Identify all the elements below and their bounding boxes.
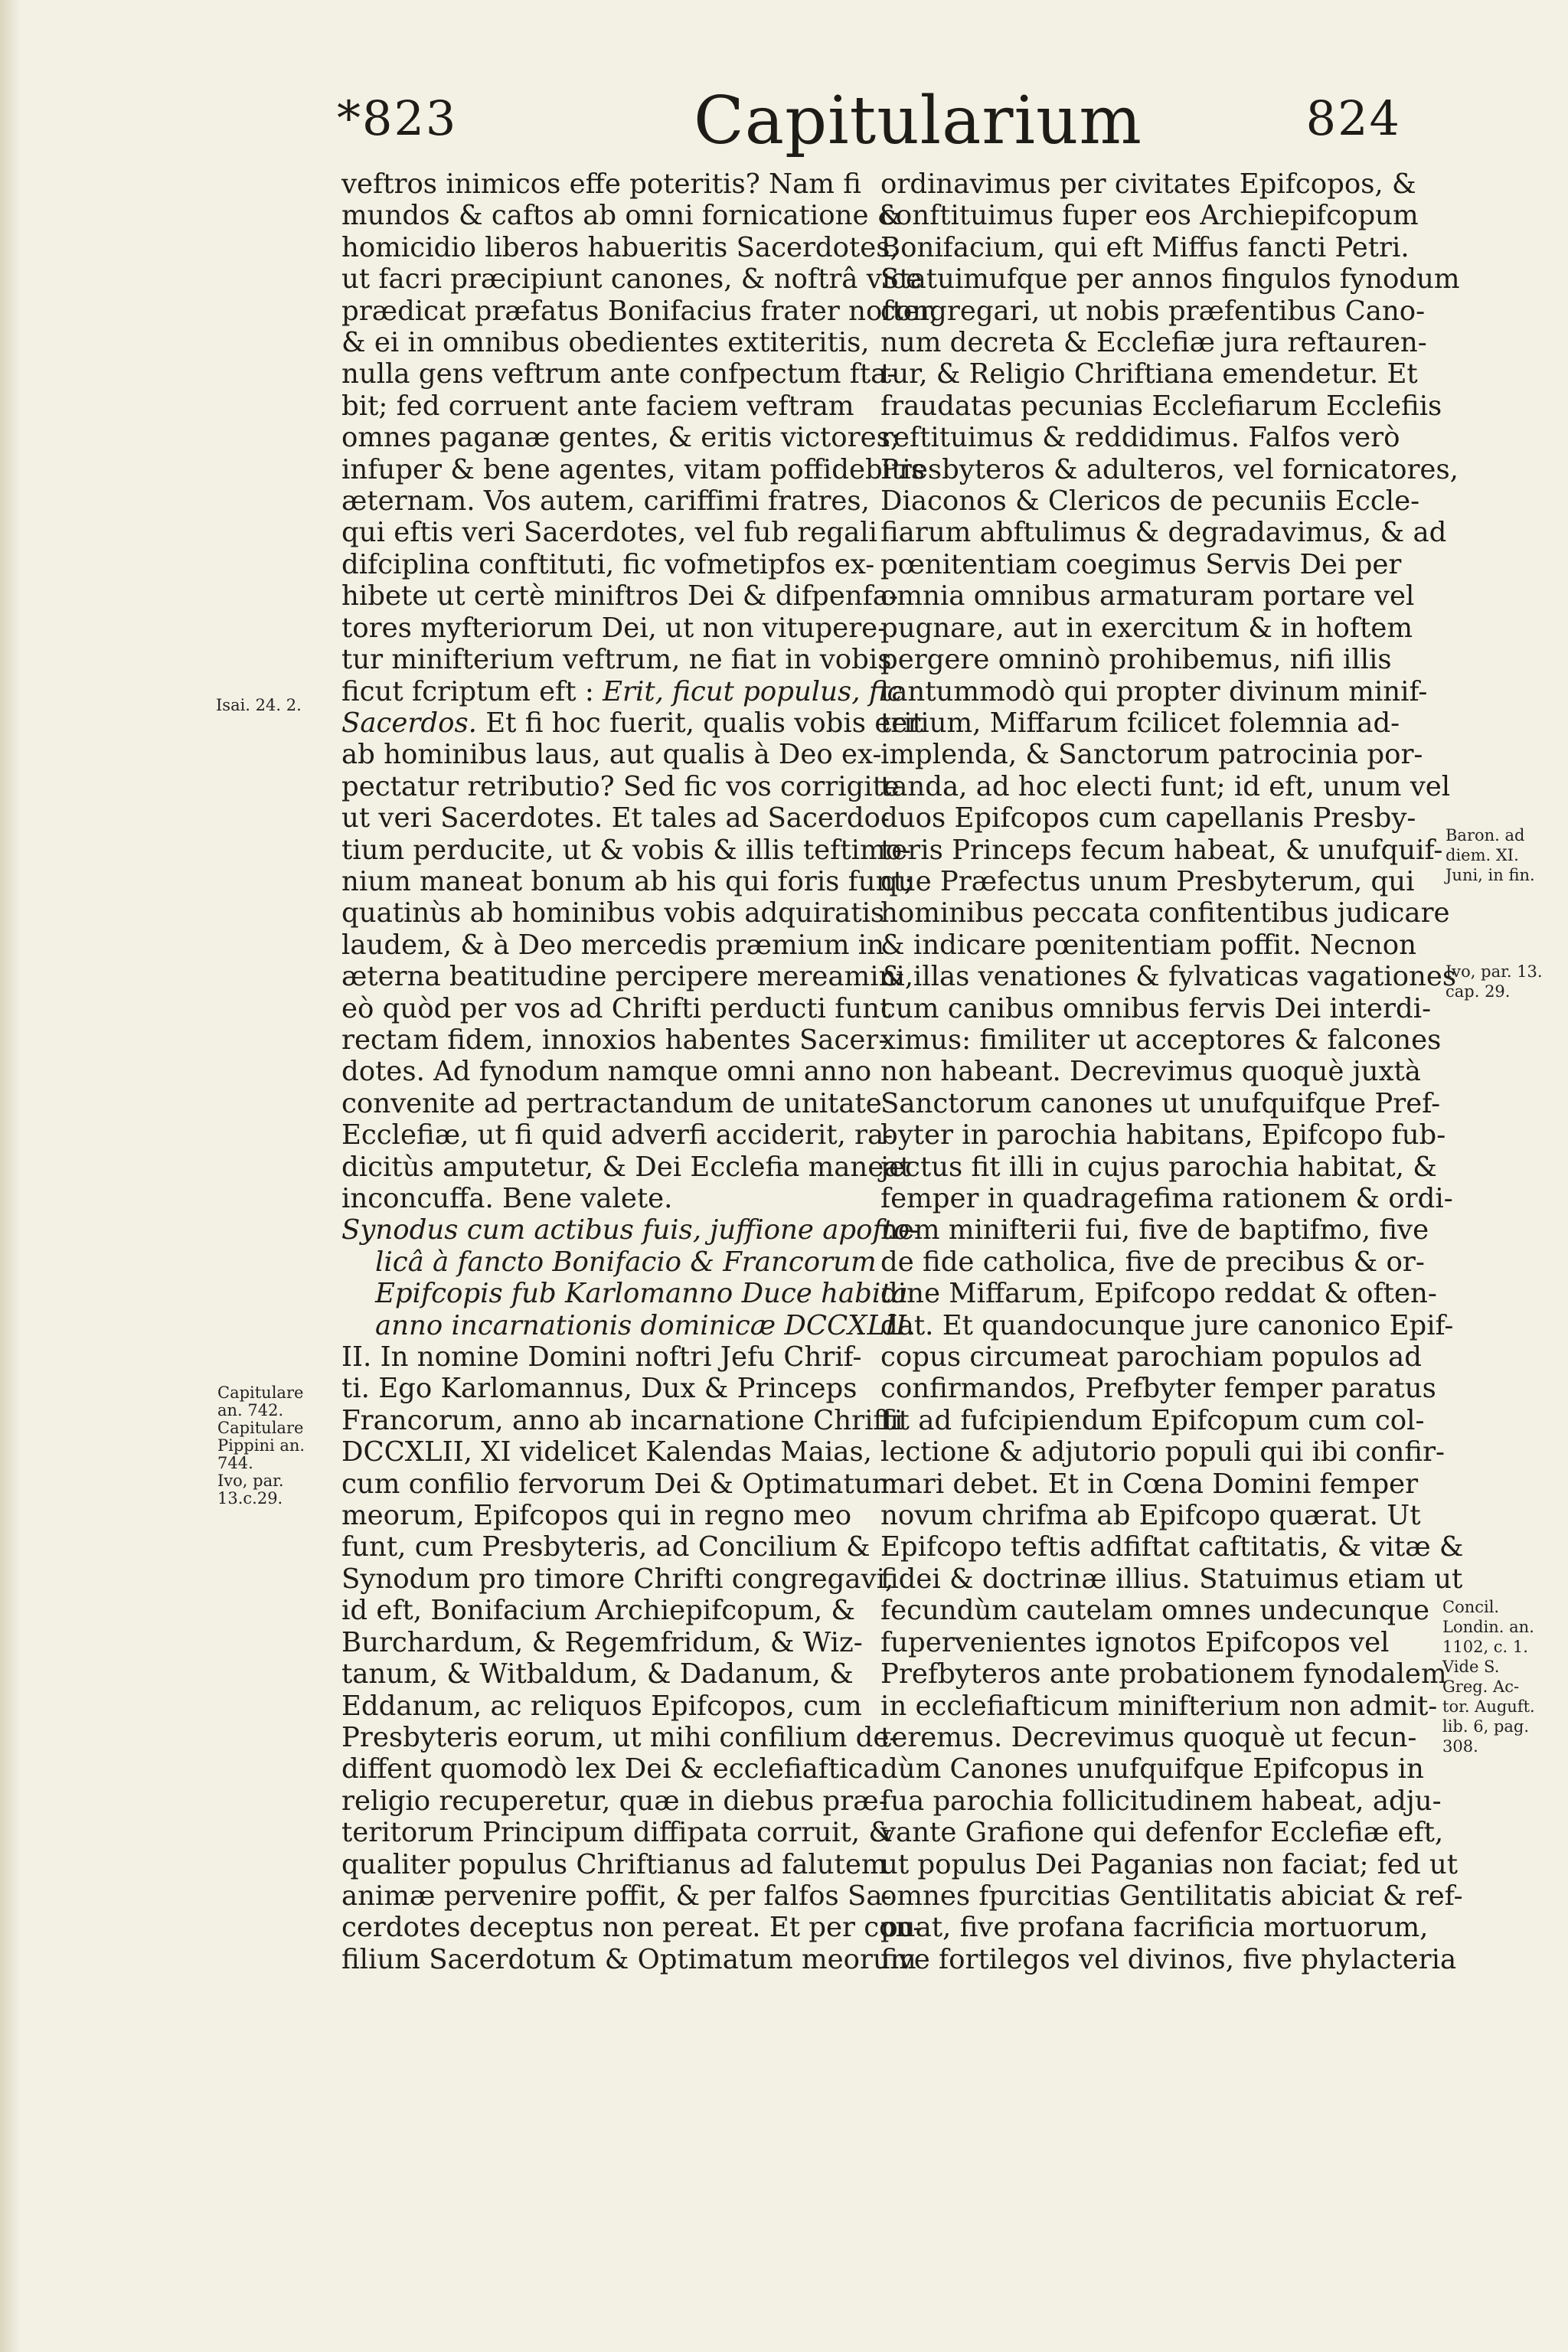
text-line: copus circumeat parochiam populos ad xyxy=(880,1341,1422,1374)
text-line: hibete ut certè miniftros Dei & difpenfa- xyxy=(341,580,898,612)
text-line: convenite ad pertractandum de unitate xyxy=(341,1087,882,1119)
text-line: omnes paganæ gentes, & eritis victores; xyxy=(341,422,900,454)
text-line: Diaconos & Clericos de pecuniis Eccle- xyxy=(880,485,1420,518)
page-header xyxy=(337,83,1409,159)
text-line: femper in quadragefima rationem & ordi- xyxy=(880,1183,1453,1214)
text-line: & indicare pœnitentiam poffit. Necnon xyxy=(880,929,1416,961)
text-line: difciplina conftituti, fic vofmetipfos ex- xyxy=(341,548,875,580)
text-line: bit; fed corruent ante faciem veftram xyxy=(341,390,854,422)
text-line: dicitùs amputetur, & Dei Ecclefia maneat xyxy=(341,1151,911,1183)
text-line: non habeant. Decrevimus quoquè juxtà xyxy=(880,1056,1421,1088)
text-line: rectam fidem, innoxios habentes Sacer- xyxy=(341,1024,888,1056)
text-line: implenda, & Sanctorum patrocinia por- xyxy=(880,739,1423,771)
text-line: religio recuperetur, quæ in diebus præ- xyxy=(341,1785,888,1817)
citation-tail: Et fi hoc fuerit, qualis vobis erit xyxy=(476,707,923,739)
text-line: tur, & Religio Chriftiana emendetur. Et xyxy=(880,358,1418,390)
text-line: ut populus Dei Paganias non faciat; fed ut xyxy=(880,1848,1459,1880)
text-line: animæ pervenire poffit, & per falfos Sa- xyxy=(341,1880,892,1912)
text-line: omnes fpurcitias Gentilitatis abiciat & ref- xyxy=(880,1880,1463,1912)
text-line: ti. Ego Karlomannus, Dux & Princeps xyxy=(341,1373,858,1405)
text-line: eò quòd per vos ad Chrifti perducti funt xyxy=(341,992,891,1024)
text-line: dat. Et quandocunque jure canonico Epif- xyxy=(880,1309,1454,1341)
text-line: infuper & bene agentes, vitam poffidebitis xyxy=(341,453,925,485)
text-line: qui eftis veri Sacerdotes, vel fub regali xyxy=(341,517,877,549)
text-line: filium Sacerdotum & Optimatum meorum xyxy=(341,1943,916,1975)
heading-line: anno incarnationis dominicæ DCCXLII. xyxy=(375,1309,916,1341)
text-line: tium perducite, ut & vobis & illis teftimo- xyxy=(341,834,911,866)
text-line: teremus. Decrevimus quoquè ut fecun- xyxy=(880,1721,1417,1753)
text-line: funt, cum Presbyteris, ad Concilium & xyxy=(341,1531,871,1563)
text-line: ordinavimus per civitates Epifcopos, & xyxy=(880,168,1416,200)
text-line: Presbyteris eorum, ut mihi confilium de- xyxy=(341,1721,899,1753)
text-line: in ecclefiafticum minifterium non admit- xyxy=(880,1690,1438,1722)
scripture-citation-line xyxy=(341,675,903,707)
text-line: cerdotes deceptus non pereat. Et per con- xyxy=(341,1912,923,1944)
text-line: five fortilegos vel divinos, five phylacteria xyxy=(880,1943,1457,1975)
margin-note-concilium: Concil. Londin. an. 1102, c. 1. Vide S. Greg. Ac- tor. Auguft. lib. 6, pag. 308. xyxy=(1442,1598,1535,1756)
heading-line: Synodus cum actibus fuis, juffione apoftо- xyxy=(341,1214,920,1246)
text-line: fiarum abftulimus & degradavimus, & ad xyxy=(880,517,1447,549)
synod-heading xyxy=(341,1214,920,1341)
text-line: fupervenientes ignotos Epifcopos vel xyxy=(880,1626,1390,1658)
text-line: tantummodò qui propter divinum minif- xyxy=(880,675,1428,707)
text-line: num decreta & Ecclefiæ jura reftauren- xyxy=(880,327,1427,359)
text-line: omnia omnibus armaturam portare vel xyxy=(880,580,1415,612)
citation-quote-end: Sacerdos. xyxy=(341,707,477,739)
margin-note-ivo: Ivo, par. 13. cap. 29. xyxy=(1446,962,1543,1001)
page-edge xyxy=(0,0,20,2352)
text-line: laudem, & à Deo mercedis præmium in xyxy=(341,929,885,961)
text-line: mundos & caftos ab omni fornicatione & xyxy=(341,200,902,232)
scripture-citation-line-2 xyxy=(341,707,923,739)
text-line: teris Princeps fecum habeat, & unufquif- xyxy=(880,834,1443,866)
text-line: fecundùm cautelam omnes undecunque xyxy=(880,1595,1430,1627)
text-line: Epifcopo teftis adfiftat caftitatis, & vitæ & xyxy=(880,1531,1464,1563)
right-column xyxy=(880,168,1464,2305)
text-line: lectione & adjutorio populi qui ibi confir- xyxy=(880,1436,1446,1468)
text-line: fit ad fufcipiendum Epifcopum cum col- xyxy=(880,1404,1425,1436)
text-line: ab hominibus laus, aut qualis à Deo ex- xyxy=(341,739,882,771)
text-line: cum canibus omnibus fervis Dei interdi- xyxy=(880,992,1432,1024)
left-column-paragraph-2 xyxy=(341,739,914,1214)
text-line: homicidio liberos habueritis Sacerdotes, xyxy=(341,231,899,263)
text-line: pugnare, aut in exercitum & in hoftem xyxy=(880,612,1413,644)
text-line: nulla gens veftrum ante confpectum fta- xyxy=(341,358,897,390)
text-line: cum confilio fervorum Dei & Optimatum xyxy=(341,1468,898,1500)
right-column-text xyxy=(880,168,1464,1975)
text-line: ut veri Sacerdotes. Et tales ad Sacerdo- xyxy=(341,802,890,835)
text-line: congregari, ut nobis præfentibus Cano- xyxy=(880,295,1426,327)
heading-line: licâ à fancto Bonifacio & Francorum xyxy=(375,1246,877,1278)
text-line: Statuimufque per annos fingulos fynodum xyxy=(880,263,1460,296)
margin-note-capitulare: Capitulare an. 742. Capitulare Pippini an. 744. Ivo, par. 13.c.29. xyxy=(217,1383,305,1508)
text-line: veftros inimicos effe poteritis? Nam fi xyxy=(341,168,861,200)
text-line: que Præfectus unum Presbyterum, qui xyxy=(880,865,1415,897)
margin-note-baronius: Baron. ad diem. XI. Juni, in fin. xyxy=(1446,826,1535,884)
citation-lead: ficut fcriptum eft : xyxy=(341,675,603,707)
text-line: conftituimus fuper eos Archiepifcopum xyxy=(880,200,1419,232)
text-line: dùm Canones unufquifque Epifcopus in xyxy=(880,1753,1424,1785)
text-line: byter in parochia habitans, Epifcopo fub- xyxy=(880,1119,1446,1152)
text-line: ut facri præcipiunt canones, & noftrâ vice xyxy=(341,263,923,296)
text-line: diffent quomodò lex Dei & ecclefiaftica xyxy=(341,1753,880,1785)
text-line: tanum, & Witbaldum, & Dadanum, & xyxy=(341,1658,854,1690)
text-line: Presbyteros & adulteros, vel fornicatores, xyxy=(880,453,1459,485)
text-line: Francorum, anno ab incarnatione Chrifti xyxy=(341,1404,903,1436)
running-title: Capitularium xyxy=(694,83,1142,159)
text-line: dine Miffarum, Epifcopo reddat & often- xyxy=(880,1278,1437,1310)
text-line: duos Epifcopos cum capellanis Presby- xyxy=(880,802,1416,835)
text-line: II. In nomine Domini noftri Jefu Chrif- xyxy=(341,1341,862,1374)
text-line: puat, five profana facrificia mortuorum, xyxy=(880,1912,1429,1944)
text-line: hominibus peccata confitentibus judicare xyxy=(880,897,1450,929)
text-line: Bonifacium, qui eft Miffus fancti Petri. xyxy=(880,231,1410,263)
text-line: meorum, Epifcopos qui in regno meo xyxy=(341,1500,852,1532)
text-line: pergere omninò prohibemus, nifi illis xyxy=(880,644,1392,676)
text-line: Synodum pro timore Chrifti congregavi, xyxy=(341,1563,894,1595)
text-line: pectatur retributio? Sed fic vos corrigite xyxy=(341,770,900,802)
text-line: teritorum Principum diffipata corruit, & xyxy=(341,1817,893,1849)
page-number-left: *823 xyxy=(337,90,458,146)
text-line: & ei in omnibus obedientes extiteritis, xyxy=(341,327,870,359)
citation-quote: Erit, ficut populus, fic xyxy=(603,675,903,707)
text-line: Ecclefiæ, ut fi quid adverfi acciderit, ra- xyxy=(341,1119,893,1152)
text-line: Burchardum, & Regemfridum, & Wiz- xyxy=(341,1626,863,1658)
text-line: prædicat præfatus Bonifacius frater nofter, xyxy=(341,295,939,327)
text-line: Eddanum, ac reliquos Epifcopos, cum xyxy=(341,1690,862,1722)
text-line: qualiter populus Chriftianus ad falutem xyxy=(341,1848,887,1880)
text-line: æterna beatitudine percipere mereamini, xyxy=(341,961,914,993)
text-line: id eft, Bonifacium Archiepifcopum, & xyxy=(341,1595,855,1627)
text-line: fidei & doctrinæ illius. Statuimus etiam ut xyxy=(880,1563,1463,1595)
heading-line: Epifcopis fub Karlomanno Duce habita xyxy=(375,1278,908,1310)
text-line: novum chrifma ab Epifcopo quærat. Ut xyxy=(880,1500,1421,1532)
text-line: dotes. Ad fynodum namque omni anno xyxy=(341,1056,872,1088)
text-line: inconcuffa. Bene valete. xyxy=(341,1183,673,1214)
text-line: fua parochia follicitudinem habeat, adju- xyxy=(880,1785,1442,1817)
text-line: tores myfteriorum Dei, ut non vitupere- xyxy=(341,612,887,644)
page-number-right: 824 xyxy=(1305,90,1401,146)
text-line: vante Grafione qui defenfor Ecclefiæ eft, xyxy=(880,1817,1444,1849)
text-line: Sanctorum canones ut unufquifque Pref- xyxy=(880,1087,1441,1119)
text-line: quatinùs ab hominibus vobis adquiratis xyxy=(341,897,885,929)
text-line: de fide catholica, five de precibus & or- xyxy=(880,1246,1425,1278)
text-line: nium maneat bonum ab his qui foris funt; xyxy=(341,865,913,897)
left-column-paragraph-1 xyxy=(341,168,939,676)
left-column-paragraph-3 xyxy=(341,1341,923,1975)
text-line: Prefbyteros ante probationem fynodalem xyxy=(880,1658,1447,1690)
text-line: æternam. Vos autem, cariffimi fratres, xyxy=(341,485,870,518)
text-line: pœnitentiam coegimus Servis Dei per xyxy=(880,548,1402,580)
text-line: fraudatas pecunias Ecclefiarum Ecclefiis xyxy=(880,390,1442,422)
text-line: tanda, ad hoc electi funt; id eft, unum vel xyxy=(880,770,1451,802)
text-line: DCCXLII, XI videlicet Kalendas Maias, xyxy=(341,1436,872,1468)
text-line: ximus: fimiliter ut acceptores & falcones xyxy=(880,1024,1442,1056)
margin-note-isaiah: Isai. 24. 2. xyxy=(216,696,302,714)
text-line: confirmandos, Prefbyter femper paratus xyxy=(880,1373,1436,1405)
text-line: tur minifterium veftrum, ne fiat in vobis xyxy=(341,644,892,676)
text-line: reftituimus & reddidimus. Falfos verò xyxy=(880,422,1400,454)
text-line: terium, Miffarum fcilicet folemnia ad- xyxy=(880,707,1400,739)
text-line: nem minifterii fui, five de baptifmo, five xyxy=(880,1214,1429,1246)
text-line: & illas venationes & fylvaticas vagationes xyxy=(880,961,1457,993)
left-column xyxy=(341,168,939,2305)
text-line: jectus fit illi in cujus parochia habitat, & xyxy=(880,1151,1437,1183)
text-line: mari debet. Et in Cœna Domini femper xyxy=(880,1468,1419,1500)
